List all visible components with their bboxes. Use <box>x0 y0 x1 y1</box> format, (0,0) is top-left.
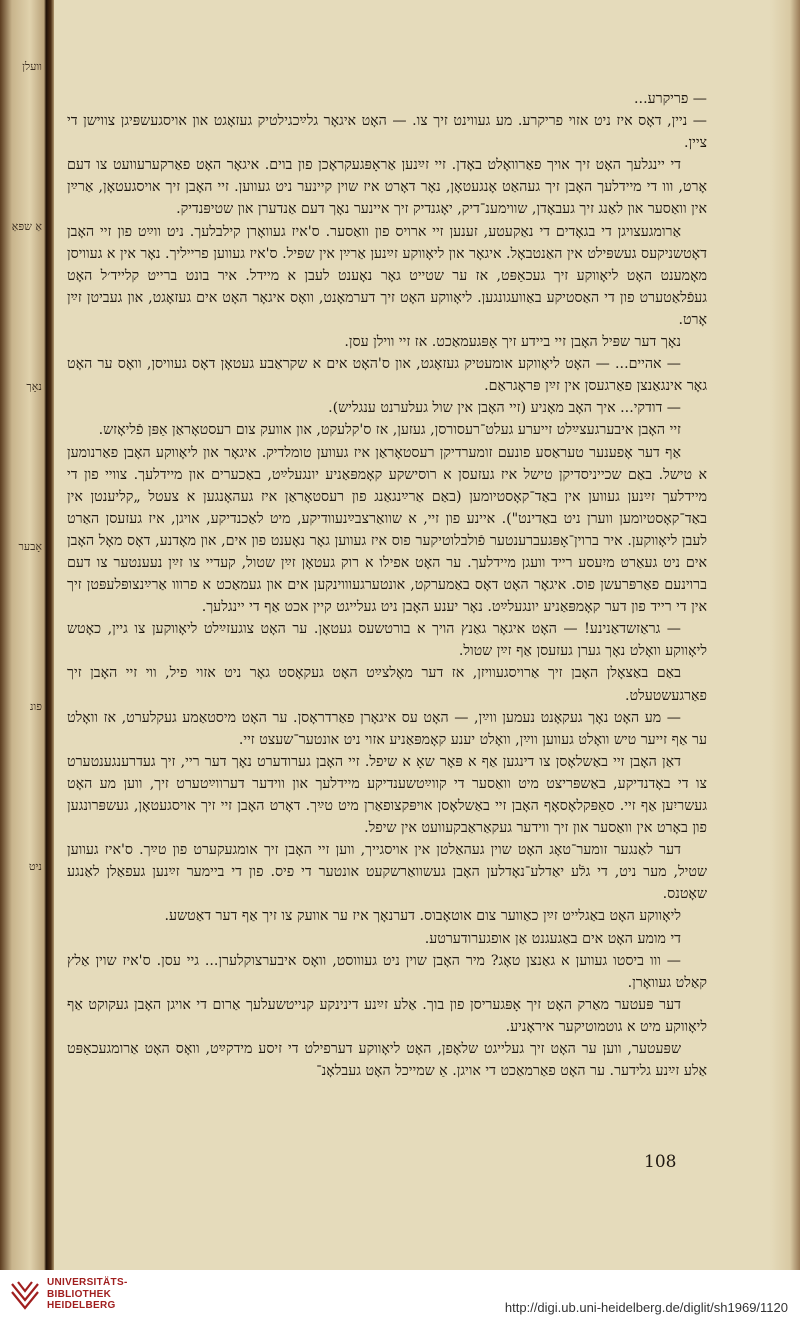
left-page-fragment: וועלן <box>22 60 42 73</box>
paragraph: — פריקרע... <box>634 91 707 107</box>
library-name-line3: HEIDELBERG <box>47 1300 116 1311</box>
paragraph: דער פּעטער מאַרק האָט זיך אָפּגעריסן פון בוך. אַלע זײַנע דינינקע קנייטשעלעך אַרום די אויגן האָבן געקוקט אַף ליאָווקע מיט א גוטמוטיקער איראָניע. <box>67 996 707 1035</box>
paragraph: — גראַזשדאַנינע! — האָט איגאָר גאַנץ הויך א בורטשעס געטאָן. ער האָט צוגעזײַלט ליאָווקען צו גיין, כאָטש ליאָווקע וואָלט נאָך גערן געזעסן אַף זײַן שטול. <box>67 621 707 660</box>
paragraph: — מע האָט נאָך געקאָנט נעמען ווײַן, — האָט עס איגאָרן פאַרדראָסן. ער האָט מיסטאַמע געקלערט, אז וואָלט ער אַף זייער טיש וואָלט געווען ווײַן, וואָלט יענע קאָמפּאַניע אזוי ניט אונטער־שעצט זיי. <box>67 709 707 748</box>
paragraph: — דודקי... איך האָב מאָניע (זיי האָבן אין שול געלערנט ענגליש). <box>328 400 681 417</box>
paragraph: אַף דער אָפענער טעראַסע פונעם זומערדיקן רעסטאָראַן איז געווען טומלדיק. איגאָר און ליאָווקע האָבן פאַרנומען א טישל. באַם שכייניסדיקן טישל איז געזעסן א רוסישקע קאָמפּאַניע יונגעלײַט, באַכערים און מיידלעך. צוויי פון די מיידלעך זײַנען געווען אין באַד־קאָסטיומען (באַם אַרײַנגאַנג פון רעסטאָראַן איז געהאָנגען א צעטל „קליענטן אין באַד־קאָסטיומען ווערן ניט באַדינט"). איינע פון זיי, א שוואַרצבײַנעוודיקע, מיט לאַכנדיקע, אויגן, איז געזעסן האַרט לעבן ליאָווקען. איר ברוין־אָפּגעברענטער פֿולבלוטיקער פוס איז געווען גאָר נאָענט פון אים, און מאָדנע, דאָס מאָל האָבן אים ניט געאַרט מיִעסע רייד וועגן מיידלעך. ער האָט אפילו א רוק געטאָן זײַן שטול, קעדיי צו זײַן נעענטער צו דעם ברוינעם פאַרפּרעשן פוס. איגאָר האָט דאָס באַמערקט, אונטערגעוווינקען אים און געמאַכט א פרווו אַרײַנצופּלעפּטן זיך אין די רייד פון דער קאָמפּאַניע יונגעלײַט. נאָר יענע האָבן ניט געלייגט קיין אכט אַף די יינגלעך. <box>67 444 707 616</box>
paragraph: — ווו ביסטו געווען א גאַנצן טאָג? מיר האָבן שוין ניט געוווסט, וואָס איבערצוקלערן... גיי עסן. ס'איז שוין אַלץ קאַלט געוואָרן. <box>67 952 707 991</box>
paragraph: שפּעטער, ווען ער האָט זיך געלייגט שלאָפן, האָט ליאָווקע דערפילט די זיסע מידקײַט, וואָס האָט אַרומגעכאַפּט אַלע זײַנע גלידער. ער האָט פאַרמאַכט די אויגן. אַ שמייכל האָט געבלאָנ־ <box>67 1041 707 1080</box>
paragraph: די יינגלעך האָט זיך אויך פאַרוואָלט באָדן. זיי זײַנען אַראָפּגעקראָכן פון בוים. איגאָר האָט פאַרקערעוועט צו דעם אָרט, ווו די מיידלעך האָבן זיך געהאַט אָנגעטאָן, נאָר דאָרט איז שוין קיינער ניט געווען. זיי האָבן זיך אויסגעטאָן, אַרײַן אין וואַסער און לאַנג זיך געבאָדן, שווימענ־דיק, יאָגנדיק זיך איינער נאָך דעם אַנדערן און שטיפּנדיק. <box>67 157 707 218</box>
library-name-line1: UNIVERSITÄTS- <box>47 1277 128 1288</box>
left-page-fragment: נאָך <box>26 380 42 393</box>
paragraph: אַרומגעצויגן די בגאָדים די נאַקעטע, זענען זיי ארויס פון וואַסער. ס'איז געוואָרן קילבלעך. ניט ווײַט פון זיי האָבן דאָטשניקעס געשפּילט אין האַנטבאָל. איגאָר און ליאָווקע זײַנען אַרײַן אין שפּיל. ס'איז געווען פרייליך. נאָר אין א געוויסן מאָמענט האָט ליאָווקע זיך געכאַפּט, אז ער שטייט גאָר נאָענט לעבן א מיידל. איר בונט ברייט קלייד׳ל האָט געפֿלאַטערט פון די האַסטיקע באַוועגונגען. ליאָווקע האָט זיך דערמאָנט, וואָס איגאָר האָט אים געזאָגט, און געביטן זײַן אָרט. <box>67 223 707 328</box>
left-page-fragment: ניט <box>28 860 42 873</box>
left-page-fragment: פונ <box>29 700 42 713</box>
paragraph: זיי האָבן איבערגעצײַלט זייערע געלט־רעסורסן, געזען, אז ס'קלעקט, און אוועק צום רעסטאָראַן אַפּן פֿליאָזש. <box>98 422 681 439</box>
left-page-fragment: אָבער <box>18 540 42 553</box>
paragraph: דער לאַנגער זומער־טאָג האָט שוין געהאַלטן אין אויסגייך, ווען זיי האָבן זיך אומגעקערט פון טײַך. ס'איז געווען שטיל, מער ניט, די גלֿע יאַדלע־נאָדלען האָבן געשוואַרשקעט אונטער די פיס. פון די ביימער זײַנען געפאַלן לאַנגע שאָטנס. <box>67 842 707 903</box>
page-right-edge <box>770 0 800 1270</box>
paragraph: — ניין, דאָס איז ניט אזוי פריקרע. מע געווינט זיך צו. — האָט איגאָר גלײַכגילטיק געזאָגט און אויסגעשפּיגן צווישן די ציין. <box>67 113 707 152</box>
page-text <box>67 88 707 1082</box>
university-library-logo-icon[interactable] <box>8 1278 42 1312</box>
left-page-fragment: אַ שפּאַ <box>11 220 42 233</box>
page-number: 108 <box>644 1152 677 1172</box>
paragraph: דאַן האָבן זיי באַשלאָסן צו דינגען אַף א פּאָר שאָ א שיפל. זיי האָבן גערודערט נאָך דער ריי, זיך געדרענגענטערט צו די באָדנדיקע, באַשפּריצט מיט וואַסער די קווײַטשענדיקע מיידלעך און ווידער דערווײַטערט זיך, ווען מע האָט געשריִען אַף זיי. סאַפּקלאָסאָף האָבן זיי באַשלאָסן אויפּקצופאַרן מיט טײַך. דאָרט האָבן זיי זיך אויסגעטאָן, געשפּרונגען פון באָרט אין וואַסער און זיך ווידער געקאַראַבקעוועט אין שיפל. <box>67 753 707 837</box>
permalink-url[interactable]: http://digi.ub.uni-heidelberg.de/diglit/sh1969/1120 <box>504 1300 788 1315</box>
library-name-line2: BIBLIOTHEK <box>47 1288 112 1300</box>
paragraph: די מומע האָט אים באַגעגנט אַן אופגערודערטע. <box>424 930 681 947</box>
book-gutter <box>46 0 54 1270</box>
library-name[interactable] <box>47 1277 128 1312</box>
paragraph: ליאָווקע האָט באַגלייט זײַן כאַווער צום אוטאָבוס. דערנאָך איז ער אוועק צו זיך אַף דער דאַטשע. <box>164 908 681 925</box>
left-page-edge <box>0 0 46 1270</box>
paragraph: — אהיים... — האָט ליאָווקע אומעטיק געזאָגט, און ס'האָט אים א שקראַבע געטאָן דאָס געוויסן, וואָס ער האָט גאָר אינגאַנצן פאַרגעסן אין זײַן פּראָגראַם. <box>67 356 707 395</box>
paragraph: נאָך דער שפּיל האָבן זיי ביידע זיך אָפּגעמאַכט. אז זיי ווילן עסן. <box>344 334 681 351</box>
paragraph: באַם באַצאָלן האָבן זיך אַרויסגעוויזן, אז דער מאָלצײַט האָט געקאָסט גאָר ניט אזוי פיל, ווי זיי האָבן זיך פאַרגעשטעלט. <box>67 665 707 704</box>
